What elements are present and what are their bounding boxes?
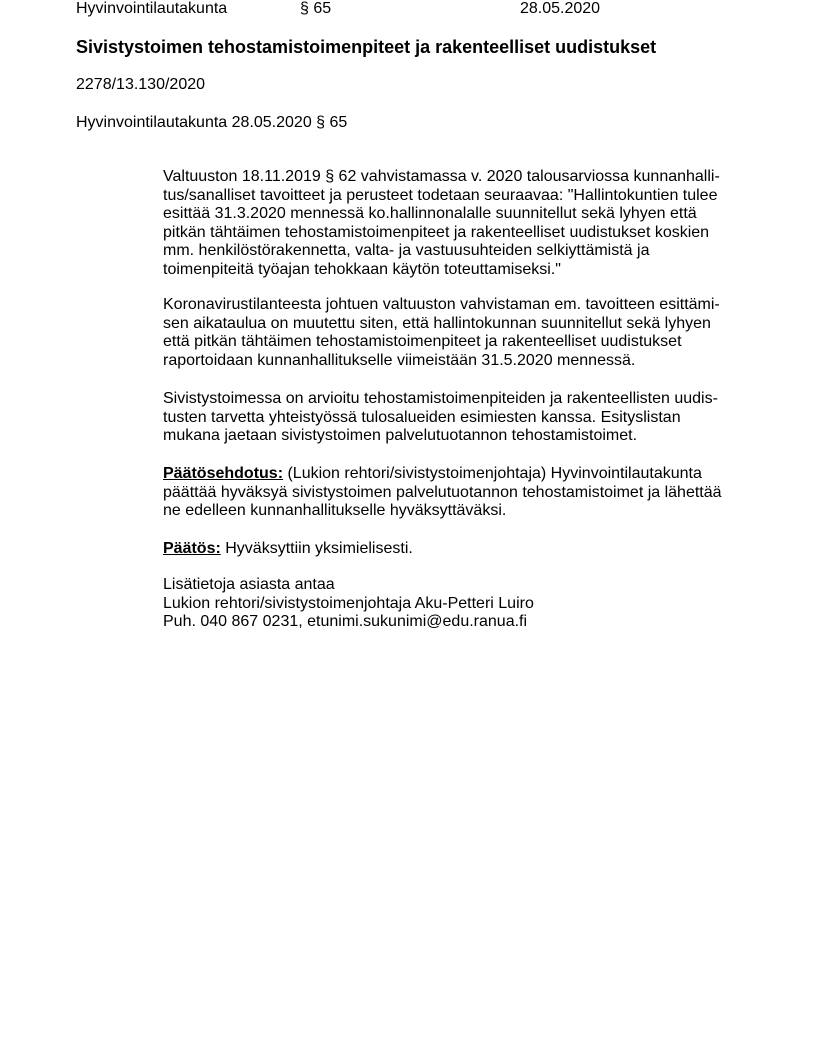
text-line: (Lukion rehtori/sivistystoimenjohtaja) Hyvinvointilautakunta bbox=[283, 465, 702, 482]
text-line: mm. henkilöstörakennetta, valta- ja vastuusuhteiden selkiyttämistä ja bbox=[163, 242, 650, 260]
header-date: 28.05.2020 bbox=[520, 0, 601, 17]
decision-paragraph bbox=[163, 540, 413, 559]
decision-text: Hyväksyttiin yksimielisesti. bbox=[220, 540, 413, 557]
paragraph-3 bbox=[163, 390, 718, 446]
proposal-label: Päätösehdotus: bbox=[163, 465, 284, 482]
paragraph-1 bbox=[163, 168, 720, 280]
text-line: tusten tarvetta yhteistyössä tulosalueiden esimiesten kanssa. Esityslistan bbox=[163, 408, 681, 426]
meeting-reference: Hyvinvointilautakunta 28.05.2020 § 65 bbox=[76, 114, 348, 131]
paragraph-2 bbox=[163, 296, 720, 370]
text-line: pitkän tähtäimen tehostamistoimenpiteet ja rakenteelliset uudistukset koskien bbox=[163, 223, 710, 241]
text-line: Sivistystoimessa on arvioitu tehostamistoimenpiteiden ja rakenteellisten uudis- bbox=[163, 390, 718, 407]
text-line: esittää 31.3.2020 mennessä ko.hallinnonalalle suunnitellut sekä lyhyen että bbox=[163, 205, 697, 223]
text-line: Lisätietoja asiasta antaa bbox=[163, 576, 335, 593]
text-line: sen aikataulua on muutettu siten, että hallintokunnan suunnitellut sekä lyhyen bbox=[163, 314, 711, 332]
contact-paragraph bbox=[163, 576, 534, 632]
text-line: Lukion rehtori/sivistystoimenjohtaja Aku-Petteri Luiro bbox=[163, 594, 534, 612]
text-line: että pitkän tähtäimen tehostamistoimenpiteet ja rakenteelliset uudistukset bbox=[163, 333, 682, 351]
header-section: § 65 bbox=[300, 0, 332, 17]
decision-label: Päätös: bbox=[163, 540, 221, 557]
text-line: raportoidaan kunnanhallitukselle viimeistään 31.5.2020 mennessä. bbox=[163, 351, 636, 369]
text-line: päättää hyväksyä sivistystoimen palvelutuotannon tehostamistoimet ja lähettää bbox=[163, 483, 722, 501]
document-title: Sivistystoimen tehostamistoimenpiteet ja rakenteelliset uudistukset bbox=[76, 37, 657, 57]
record-number: 2278/13.130/2020 bbox=[76, 76, 206, 93]
text-line: ne edelleen kunnanhallitukselle hyväksyttäväksi. bbox=[163, 502, 507, 520]
text-line: Valtuuston 18.11.2019 § 62 vahvistamassa v. 2020 talousarviossa kunnanhalli- bbox=[163, 168, 720, 185]
text-line: tus/sanalliset tavoitteet ja perusteet todetaan seuraavaa: "Hallintokuntien tulee bbox=[163, 186, 718, 204]
proposal-paragraph bbox=[163, 465, 722, 521]
text-line: mukana jaetaan sivistystoimen palvelutuotannon tehostamistoimet. bbox=[163, 427, 638, 445]
text-line: Puh. 040 867 0231, etunimi.sukunimi@edu.ranua.fi bbox=[163, 613, 528, 631]
header-board: Hyvinvointilautakunta bbox=[76, 0, 228, 17]
text-line: toimenpiteitä työajan tehokkaan käytön toteuttamiseksi." bbox=[163, 260, 561, 278]
text-line: Koronavirustilanteesta johtuen valtuuston vahvistaman em. tavoitteen esittämi- bbox=[163, 296, 720, 313]
